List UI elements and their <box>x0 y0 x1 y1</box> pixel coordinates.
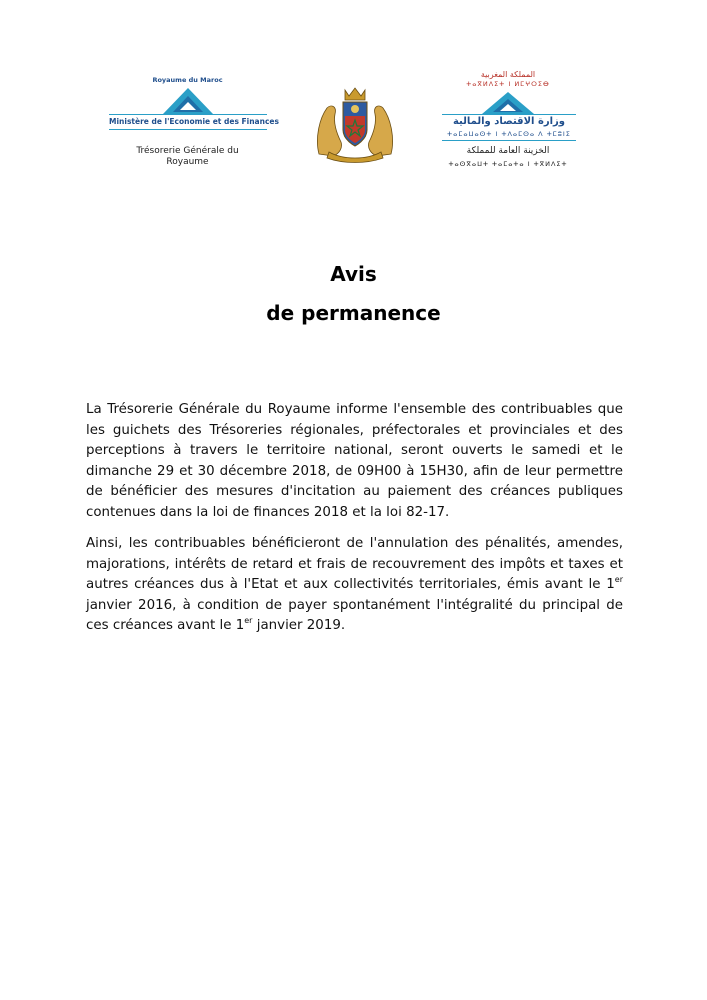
notice-paragraph-1: La Trésorerie Générale du Royaume informe l'ensemble des contribuables que les guichets des Trésoreries régionales, préfectorales et provinciales et des perceptions à travers le territoire national, seront ouverts le samedi et le dimanche 29 et 30 décembre 2018, de 09H00 à 15H30, afin de leur permettre de bénéficier des mesures d'incitation au paiement des créances publiques contenues dans la loi de finances 2018 et la loi 82-17. <box>86 402 623 520</box>
logo-ministry-band: Ministère de l'Economie et des Finances <box>109 114 267 130</box>
notice-title: Avis <box>330 262 377 286</box>
logo-tgr-line1: Trésorerie Générale du <box>136 146 239 156</box>
logo-tifinagh-tgr: ⵜⴰⵙⴳⴰⵡⵜ ⵜⴰⵎⴰⵜⴰ ⵏ ⵜⴳⵍⴷⵉⵜ <box>448 160 568 168</box>
notice-subtitle: de permanence <box>266 301 441 325</box>
logo-arabic-ministry: وزارة الاقتصاد والمالية <box>452 116 566 127</box>
logo-tifinagh-kingdom: ⵜⴰⴳⵍⴷⵉⵜ ⵏ ⵍⵎⵖⵔⵉⴱ <box>466 80 550 88</box>
notice-paragraph-2 <box>86 534 623 637</box>
paragraph-2-text: janvier 2019. <box>252 618 346 633</box>
tgr-logo-left <box>105 76 279 172</box>
pyramid-logo-icon <box>482 92 534 114</box>
logo-divider <box>442 114 576 115</box>
superscript: er <box>614 575 623 584</box>
logo-divider <box>442 140 576 141</box>
pyramid-logo-icon <box>163 88 213 114</box>
logo-arabic-kingdom: المملكة المغربية <box>480 70 536 79</box>
moroccan-coat-of-arms-icon <box>313 84 397 164</box>
ministry-logo-right <box>428 70 588 174</box>
paragraph-2-text: janvier 2016, à condition de payer spontanément l'intégralité du principal de ces créances avant le 1 <box>86 597 623 633</box>
paragraph-2-text: Ainsi, les contribuables bénéficieront de l'annulation des pénalités, amendes, majorations, intérêts de retard et frais de recouvrement des impôts et taxes et autres créances dus à l'Etat et aux collectivités territoriales, émis avant le 1 <box>86 536 623 592</box>
logo-kingdom-text: Royaume du Maroc <box>152 76 223 84</box>
logo-arabic-tgr: الخزينة العامة للمملكة <box>466 146 550 156</box>
logo-tgr-line2: Royaume <box>166 157 209 167</box>
logo-tifinagh-ministry: ⵜⴰⵎⴰⵡⴰⵙⵜ ⵏ ⵜⴷⴰⵎⵙⴰ ⴷ ⵜⵎⵓⵏⵉ <box>447 130 571 138</box>
logo-tgr-text <box>105 146 270 168</box>
superscript: er <box>244 616 253 625</box>
